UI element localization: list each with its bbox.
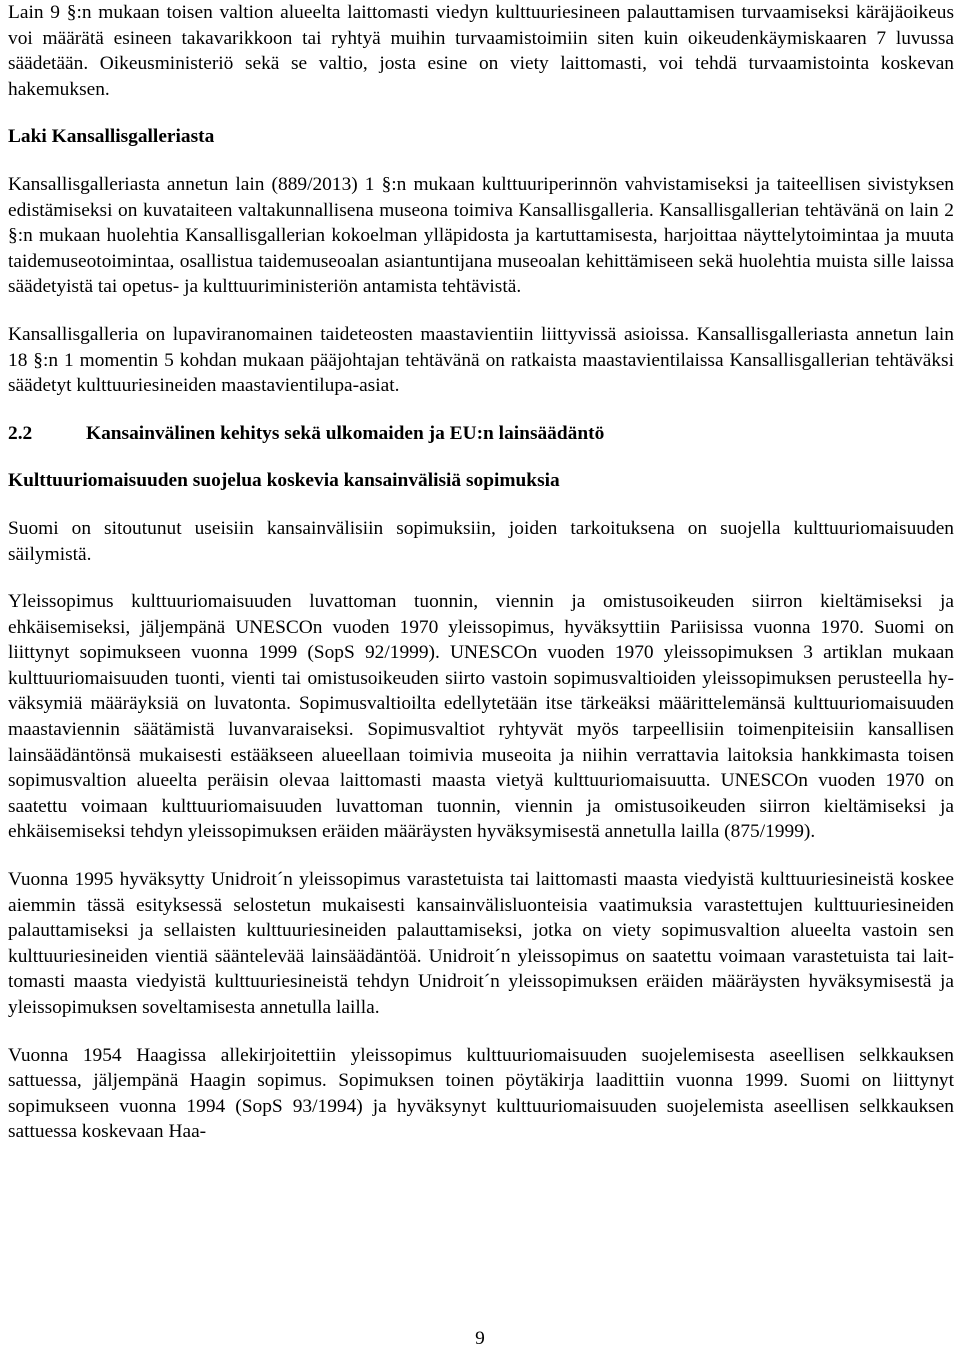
- paragraph-lupaviranomainen: Kansallisgalleria on lupaviranomainen taideteosten maastavientiin liittyvissä asioissa. Kansallisgalleriasta annetun lain 18 §:n 1 momentin 5 kohdan mukaan pääjohtajan tehtävänä on ratkaista maastavientilaissa Kansallisgallerian tehtäväksi säädetyt kulttuuriesineiden maastavientilupa-asiat.: [8, 323, 954, 397]
- paragraph-sitoutuminen: Suomi on sitoutunut useisiin kansainvälisiin sopimuksiin, joiden tarkoituksena on suojella kulttuuriomaisuuden säilymistä.: [8, 517, 954, 565]
- paragraph-kansallisgalleria-tehtavat: Kansallisgalleriasta annetun lain (889/2013) 1 §:n mukaan kulttuuriperinnön vahvistamiseksi ja taiteellisen sivistyksen edistämiseksi on kuvataiteen valtakunnallisena museona toimiva Kansallisgalleria. Kansallisgallerian tehtävänä on lain 2 §:n mukaan huolehtia Kansallisgallerian kokoelman ylläpidosta ja kartuttamisesta, harjoittaa näyttelytoimintaa ja muuta taidemuseotoimintaa, osallistua taidemuseoalan asiantuntijana museoalan kehittämiseen sekä huolehtia muista sille laissa säädetyistä tai opetus- ja kulttuuriministeriön antamista tehtävistä.: [8, 173, 954, 298]
- heading-laki-kansallisgalleriasta: Laki Kansallisgalleriasta: [8, 126, 215, 148]
- heading-kansainvaliset-sopimukset: Kulttuuriomaisuuden suojelua koskevia kansainvälisiä sopimuksia: [8, 470, 560, 492]
- paragraph-turvaamistoimet: Lain 9 §:n mukaan toisen valtion alueelta laittomasti viedyn kulttuuriesineen palauttamisen turvaamiseksi käräjäoikeus voi määrätä esineen takavarikkoon tai ryhtyä muihin turvaamistoimiin siten kuin oikeudenkäymiskaaren 7 luvussa säädetään. Oikeusministeriö sekä se valtio, josta esine on viety laittomasti, voi tehdä turvaamistointa koskevan hakemuksen.: [8, 2, 954, 100]
- paragraph-unidroit: Vuonna 1995 hyväksytty Unidroit´n yleissopimus varastetuista tai laittomasti maasta viedyistä kulttuuriesineistä koskee aiemmin tässä esityksessä selostetun mukaisesti kansainvälisluonteisia vaatimuksia varastettujen kulttuuriesineiden palauttamiseksi ja sellaisten kulttuuriesineiden palauttamiseksi, jotka on viety sopimusvaltion alueelta vastoin sen kulttuuriesineiden vientiä sääntelevää lainsäädäntöä. Unidroit´n yleissopimus on saatettu voimaan varastetuista tai laittomasti maasta viedyistä kulttuuriesineistä tehdyn Unidroit´n yleissopimuksen eräiden määräysten hyväksymisestä ja yleissopimuksen soveltamisesta annetulla lailla.: [8, 869, 954, 1018]
- paragraph-unesco-1970: Yleissopimus kulttuuriomaisuuden luvattoman tuonnin, viennin ja omistusoikeuden siirron kieltämiseksi ja ehkäisemiseksi, jäljempänä UNESCOn vuoden 1970 yleissopimus, hyväksyttiin Pariisissa vuonna 1970. Suomi on liittynyt sopimukseen vuonna 1999 (SopS 92/1999). UNESCOn vuoden 1970 yleissopimuksen 3 artiklan mukaan kulttuuriomaisuuden tuonti, vienti tai omistusoikeuden siirto vastoin sopimusvaltioiden yleissopimuksen perusteella hyväksymiä määräyksiä on luvatonta. Sopimusvaltioilta edellytetään itse tärkeäksi määrittelemänsä kulttuuriomaisuuden maastaviennin säätämistä luvanvaraiseksi. Sopimusvaltiot ryhtyvät myös tarpeellisiin toimenpiteisiin kansallisen lainsäädäntönsä mukaisesti estääkseen alueellaan toimivia museoita ja niihin verrattavia laitoksia hankkimasta toisen sopimusvaltion alueelta peräisin olevaa laittomasti maasta vietyä kulttuuriomaisuutta. UNESCOn vuoden 1970 on saatettu voimaan kulttuuriomaisuuden luvattoman tuonnin, viennin ja omistusoikeuden siirron kieltämiseksi ja ehkäisemiseksi tehdyn yleissopimuksen eräiden määräysten hyväksymisestä annetulla lailla (875/1999).: [8, 591, 954, 843]
- paragraph-haagin-sopimus: Vuonna 1954 Haagissa allekirjoitettiin yleissopimus kulttuuriomaisuuden suojelemisesta aseellisen selkkauksen sattuessa, jäljempänä Haagin sopimus. Sopimuksen toinen pöytäkirja laadittiin vuonna 1999. Suomi on liittynyt sopimukseen vuonna 1994 (SopS 93/1994) ja hyväksynyt kulttuuriomaisuuden suojelemista aseellisen selkkauksen sattuessa koskevaan Haa-: [8, 1044, 954, 1143]
- section-number: 2.2: [8, 422, 33, 444]
- document-page: [8, 0, 954, 1145]
- section-title: Kansainvälinen kehitys sekä ulkomaiden ja EU:n lainsäädäntö: [86, 422, 605, 444]
- page-number: 9: [475, 1328, 485, 1349]
- section-heading: [8, 421, 954, 447]
